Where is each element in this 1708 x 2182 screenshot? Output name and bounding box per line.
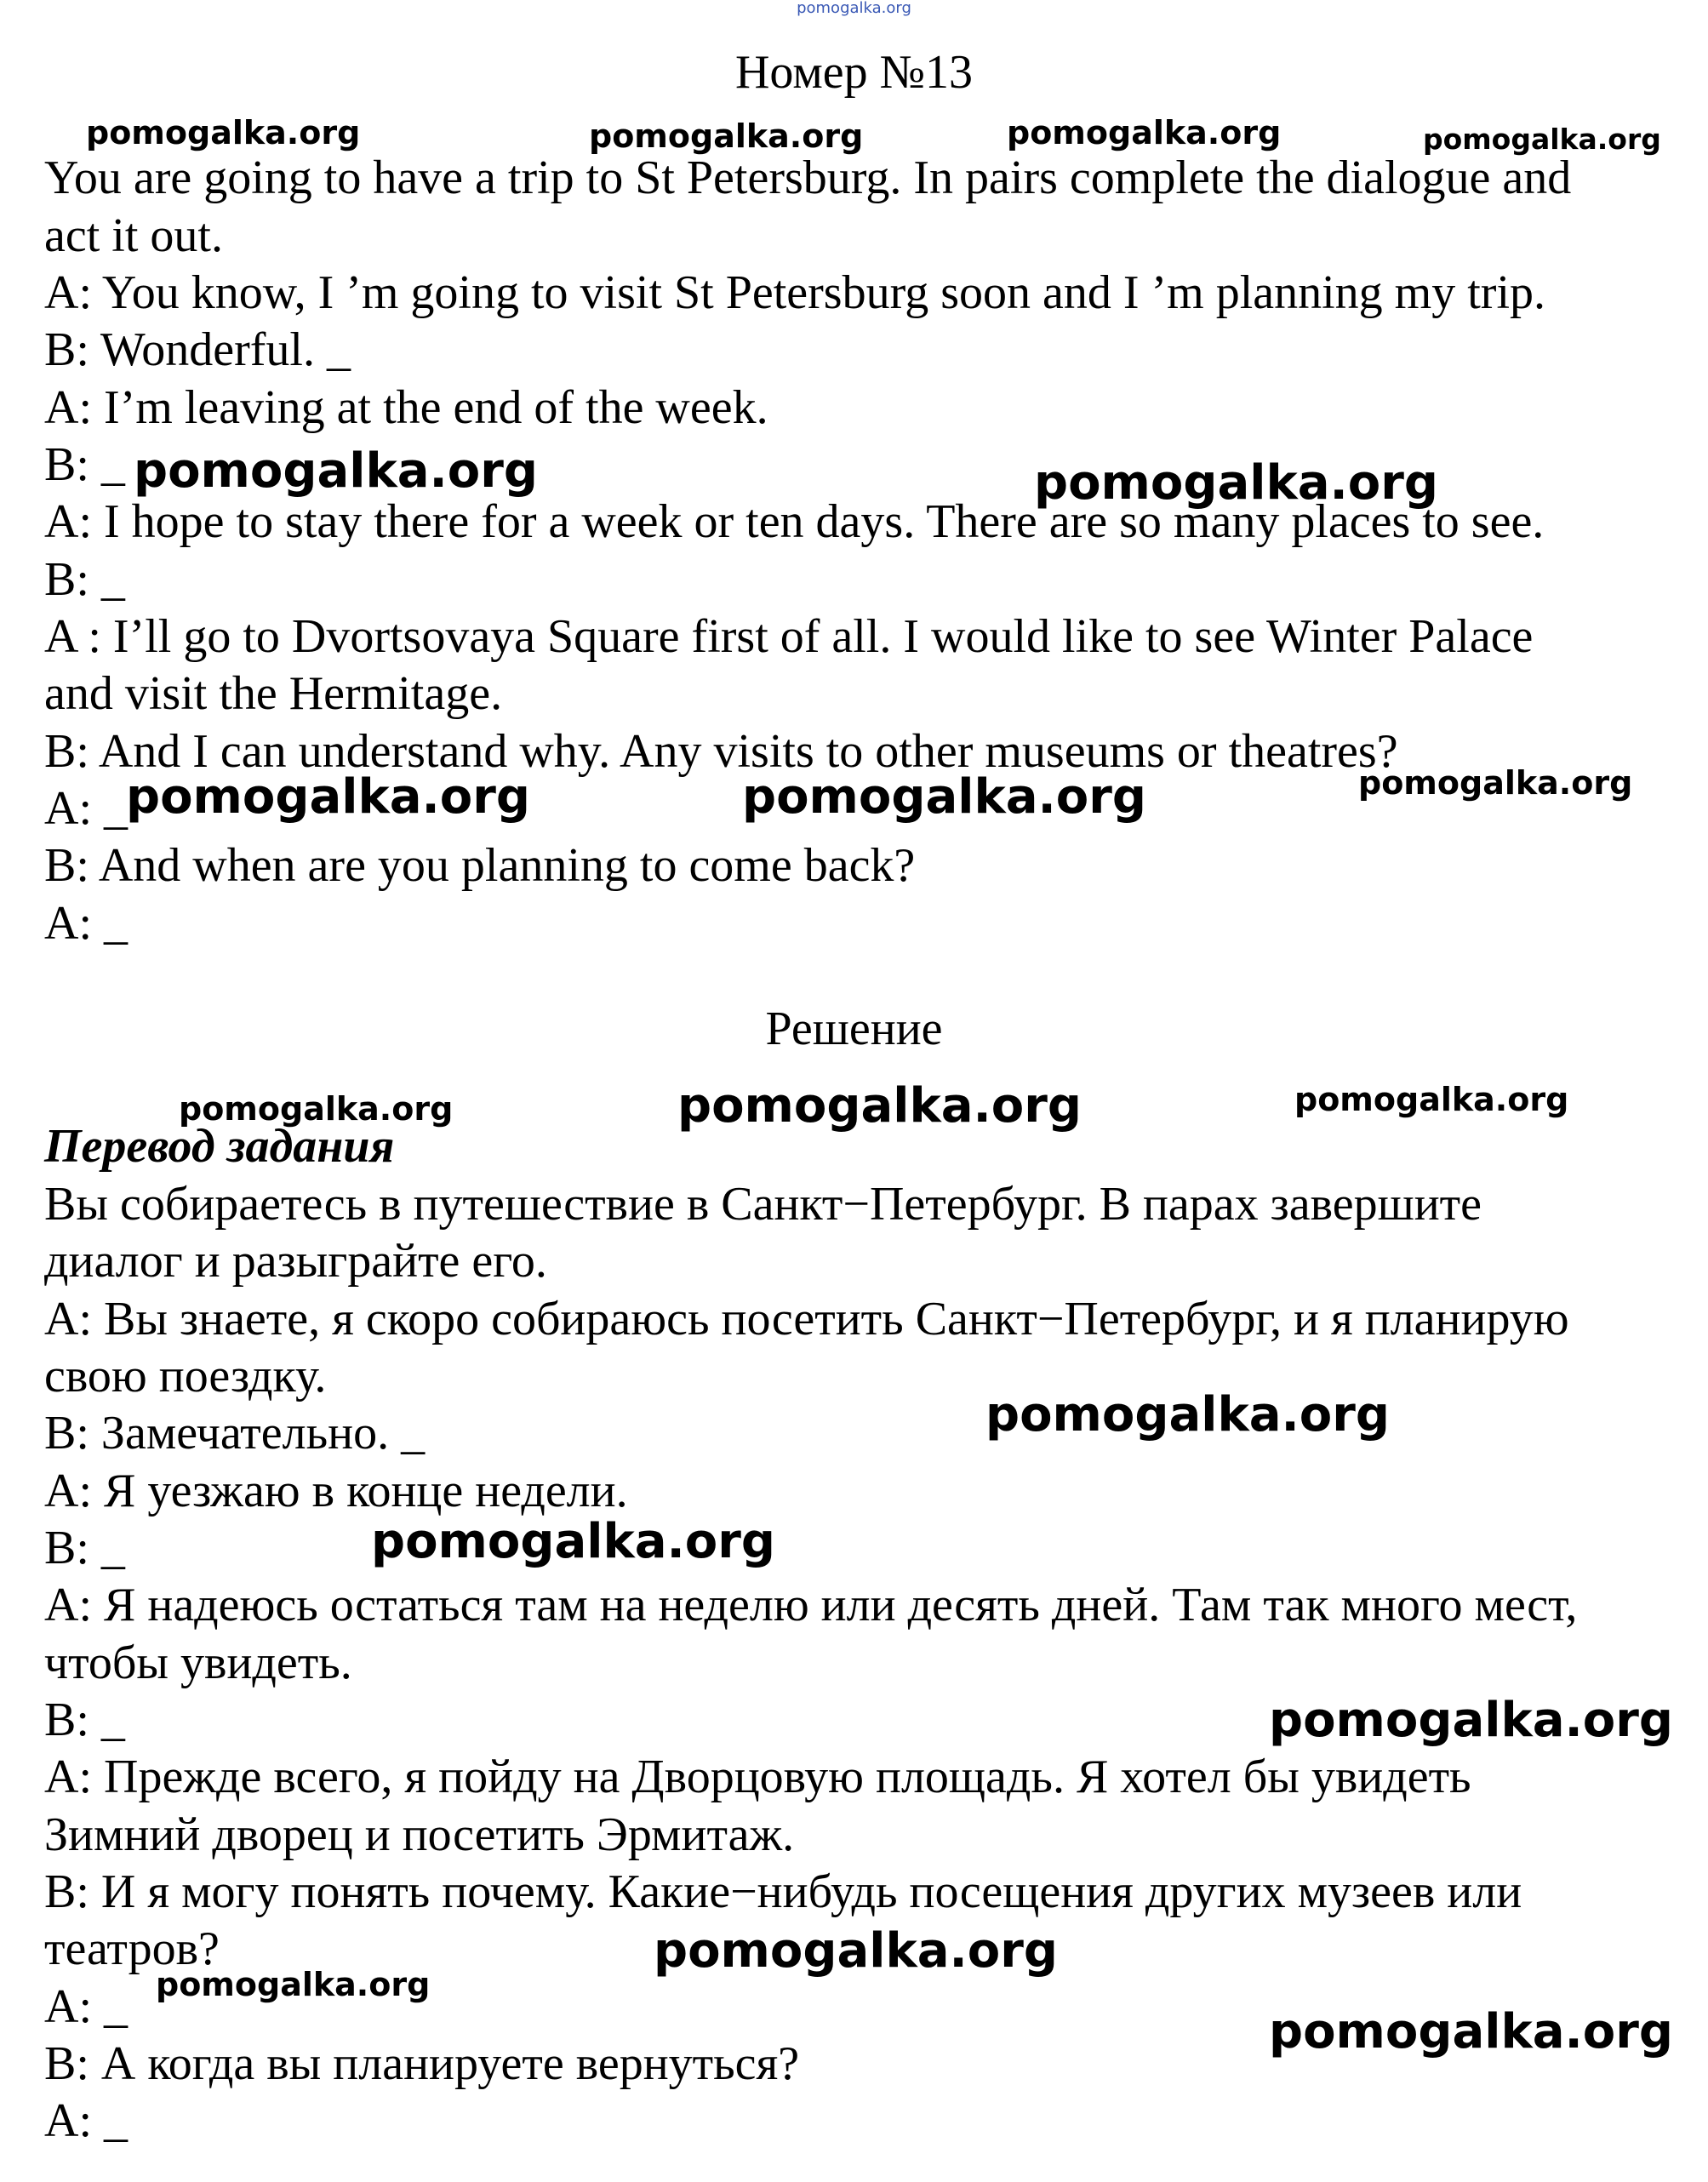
solution-title: Решение bbox=[765, 1002, 943, 1055]
translation-line: B: _ bbox=[44, 1522, 125, 1574]
task-line: You are going to have a trip to St Petersburg. In pairs complete the dialogue and bbox=[44, 151, 1572, 204]
dialogue-line: B: And I can understand why. Any visits to other museums or theatres? bbox=[44, 725, 1398, 778]
watermark: pomogalka.org bbox=[134, 443, 538, 499]
translation-line: B: _ bbox=[44, 1694, 125, 1746]
watermark: pomogalka.org bbox=[86, 114, 361, 151]
translation-line: Вы собираетесь в путешествие в Санкт−Петербург. В парах завершите bbox=[44, 1178, 1482, 1231]
watermark: pomogalka.org bbox=[1269, 1693, 1673, 1748]
translation-line: A: _ bbox=[44, 2094, 128, 2147]
dialogue-line: A : I’ll go to Dvortsovaya Square first of all. I would like to see Winter Palace bbox=[44, 610, 1534, 663]
translation-line: чтобы увидеть. bbox=[44, 1636, 352, 1689]
translation-line: A: Вы знаете, я скоро собираюсь посетить Санкт−Петербург, и я планирую bbox=[44, 1293, 1569, 1345]
dialogue-line: A: _ bbox=[44, 782, 128, 835]
watermark: pomogalka.org bbox=[1358, 764, 1633, 802]
watermark: pomogalka.org bbox=[1423, 123, 1661, 156]
translation-line: A: Я надеюсь остаться там на неделю или десять дней. Там так много мест, bbox=[44, 1579, 1578, 1631]
watermark: pomogalka.org bbox=[985, 1387, 1390, 1442]
top-watermark: pomogalka.org bbox=[797, 0, 911, 17]
translation-line: B: И я могу понять почему. Какие−нибудь посещения других музеев или bbox=[44, 1865, 1522, 1918]
translation-line: B: Замечательно. _ bbox=[44, 1407, 426, 1459]
translation-heading: Перевод задания bbox=[44, 1120, 395, 1173]
watermark: pomogalka.org bbox=[156, 1966, 431, 2003]
watermark: pomogalka.org bbox=[179, 1090, 454, 1128]
watermark: pomogalka.org bbox=[654, 1923, 1058, 1979]
dialogue-line: A: I’m leaving at the end of the week. bbox=[44, 381, 768, 434]
translation-line: Зимний дворец и посетить Эрмитаж. bbox=[44, 1808, 795, 1861]
dialogue-line: B: And when are you planning to come back? bbox=[44, 839, 916, 892]
dialogue-line: A: _ bbox=[44, 897, 128, 950]
watermark: pomogalka.org bbox=[126, 769, 530, 825]
task-line: act it out. bbox=[44, 209, 223, 262]
watermark: pomogalka.org bbox=[1034, 455, 1438, 511]
watermark: pomogalka.org bbox=[1007, 114, 1282, 151]
translation-line: театров? bbox=[44, 1922, 220, 1975]
translation-line: A: Прежде всего, я пойду на Дворцовую площадь. Я хотел бы увидеть bbox=[44, 1751, 1471, 1803]
translation-line: B: А когда вы планируете вернуться? bbox=[44, 2037, 800, 2090]
watermark: pomogalka.org bbox=[589, 117, 864, 155]
translation-line: свою поездку. bbox=[44, 1350, 327, 1402]
translation-line: A: _ bbox=[44, 1980, 128, 2033]
translation-line: диалог и разыграйте его. bbox=[44, 1235, 547, 1288]
watermark: pomogalka.org bbox=[677, 1078, 1082, 1134]
translation-line: A: Я уезжаю в конце недели. bbox=[44, 1465, 628, 1517]
page-title: Номер №13 bbox=[734, 46, 974, 99]
watermark: pomogalka.org bbox=[742, 769, 1146, 825]
watermark: pomogalka.org bbox=[1294, 1081, 1569, 1118]
dialogue-line: and visit the Hermitage. bbox=[44, 667, 503, 720]
dialogue-line: B: Wonderful. _ bbox=[44, 323, 351, 376]
dialogue-line: A: I hope to stay there for a week or ten days. There are so many places to see. bbox=[44, 495, 1545, 548]
watermark: pomogalka.org bbox=[1269, 2004, 1673, 2059]
dialogue-line: A: You know, I ’m going to visit St Petersburg soon and I ’m planning my trip. bbox=[44, 266, 1545, 319]
dialogue-line: B: _ bbox=[44, 438, 125, 491]
dialogue-line: B: _ bbox=[44, 553, 125, 606]
watermark: pomogalka.org bbox=[371, 1514, 775, 1569]
